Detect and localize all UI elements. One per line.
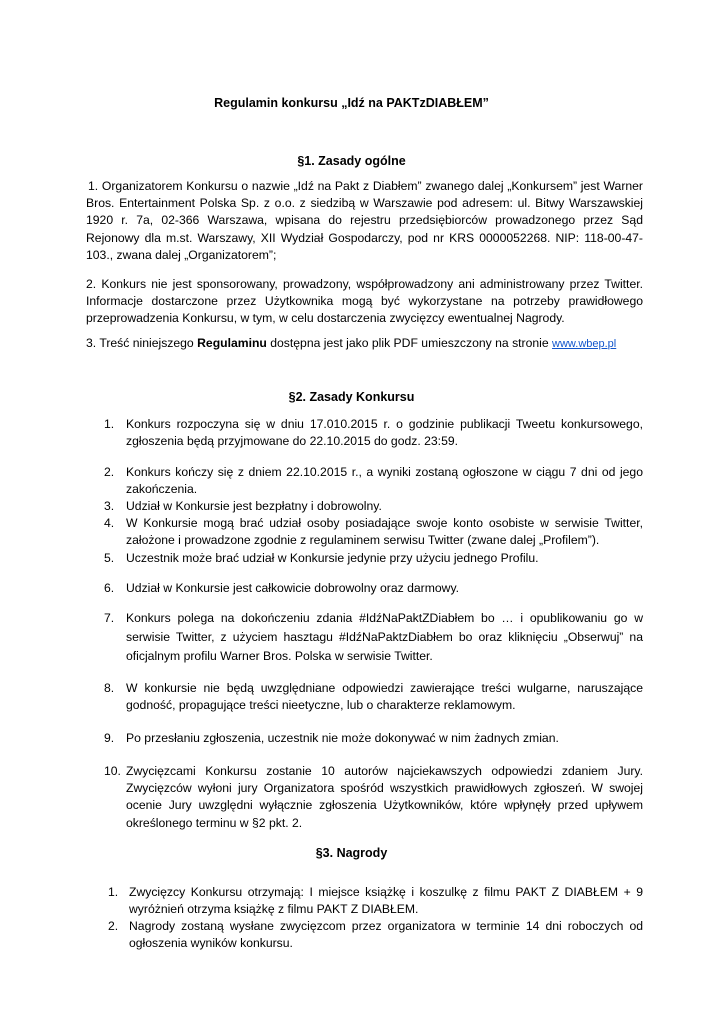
item-number: 2.: [104, 465, 115, 479]
item-text: Nagrody zostaną wysłane zwycięzcom przez organizatora w terminie 14 dni roboczych od ogłoszenia wyników konkursu.: [129, 919, 643, 951]
item-number: 1.: [104, 417, 115, 431]
list-item: [104, 464, 643, 498]
section-3-heading: §3. Nagrody: [315, 846, 388, 860]
item-text: Zwycięzcami Konkursu zostanie 10 autorów najciekawszych odpowiedzi zdaniem Jury. Zwycięzców wyłoni jury Organizatora spośród wszystkich prawidłowych zgłoszeń. W swojej ocenie Jury uwzględni wyłącznie zgłoszenia Użytkowników, które wpłynęły przed upływem określonego terminu w §2 pkt. 2.: [126, 764, 643, 830]
list-item: [104, 730, 643, 747]
list-item: [104, 550, 643, 567]
item-number: 10.: [104, 764, 121, 778]
list-item: [104, 515, 643, 549]
item-text: Konkurs kończy się z dniem 22.10.2015 r., a wyniki zostaną ogłoszone w ciągu 7 dni od jego zakończenia.: [126, 465, 643, 497]
list-item: [108, 884, 643, 918]
item-number: 7.: [104, 611, 115, 625]
item-number: 2.: [108, 919, 119, 933]
paragraph-3-prefix: 3. Treść niniejszego: [86, 336, 198, 350]
paragraph-3-mid: dostępna jest jako plik PDF umieszczony na stronie: [266, 336, 553, 350]
wbep-link[interactable]: www.wbep.pl: [552, 338, 617, 350]
item-text: Uczestnik może brać udział w Konkursie jedynie przy użyciu jednego Profilu.: [126, 551, 539, 565]
section-2-heading: §2. Zasady Konkursu: [288, 390, 415, 404]
document-title: Regulamin konkursu „Idź na PAKTzDIABŁEM”: [214, 96, 489, 110]
section-1-paragraph-2: 2. Konkurs nie jest sponsorowany, prowadzony, współprowadzony ani administrowany przez Twitter. Informacje dostarczone przez Użytkownika mogą być wykorzystane na potrzeby prawidłowego przeprowadzenia Konkursu, w tym, w celu dostarczenia zwycięzcy ewentualnej Nagrody.: [86, 277, 643, 326]
regulamin-bold: Regulaminu: [197, 336, 267, 350]
item-text: Konkurs polega na dokończeniu zdania #IdźNaPaktZDiabłem bo … i opublikowaniu go w serwisie Twitter, z użyciem hasztagu #IdźNaPaktzDiabłem bo oraz kliknięciu „Obserwuj” na oficjalnym profilu Warner Bros. Polska w serwisie Twitter.: [126, 611, 643, 663]
item-number: 3.: [104, 499, 115, 513]
item-text: Udział w Konkursie jest bezpłatny i dobrowolny.: [126, 499, 382, 513]
item-number: 9.: [104, 731, 115, 745]
item-number: 1.: [108, 885, 119, 899]
item-number: 6.: [104, 581, 115, 595]
item-text: W Konkursie mogą brać udział osoby posiadające swoje konto osobiste w serwisie Twitter, założone i prowadzone zgodnie z regulaminem serwisu Twitter (zwane dalej „Profilem”).: [126, 516, 643, 548]
item-text: Konkurs rozpoczyna się w dniu 17.010.2015 r. o godzinie publikacji Tweetu konkursowego, zgłoszenia będą przyjmowane do 22.10.2015 do godz. 23:59.: [126, 417, 643, 449]
list-item: [104, 498, 643, 515]
section-1-paragraph-3: [86, 335, 643, 353]
list-item: [104, 680, 643, 714]
list-item: [104, 416, 643, 450]
item-number: 5.: [104, 551, 115, 565]
item-number: 8.: [104, 681, 115, 695]
section-1-heading: §1. Zasady ogólne: [297, 154, 406, 168]
section-1-paragraph-1: 1. Organizatorem Konkursu o nazwie „Idź na Pakt z Diabłem” zwanego dalej „Konkursem” jest Warner Bros. Entertainment Polska Sp. z o.o. z siedzibą w Warszawie pod adresem: ul. Bitwy Warszawskiej 1920 r. 7a, 02-366 Warszawa, wpisana do rejestru przedsiębiorców prowadzonego przez Sąd Rejonowy dla m.st. Warszawy, XII Wydział Gospodarczy, pod nr KRS 0000052268. NIP: 118-00-47-103., zwana dalej „Organizatorem”;: [86, 179, 643, 262]
list-item: [104, 609, 643, 666]
item-text: W konkursie nie będą uwzględniane odpowiedzi zawierające treści wulgarne, naruszające godność, propagujące treści nieetyczne, lub o charakterze reklamowym.: [126, 681, 643, 713]
list-item: [108, 918, 643, 952]
item-text: Po przesłaniu zgłoszenia, uczestnik nie może dokonywać w nim żadnych zmian.: [126, 731, 559, 745]
item-text: Udział w Konkursie jest całkowicie dobrowolny oraz darmowy.: [126, 581, 460, 595]
list-item: [104, 580, 643, 597]
item-number: 4.: [104, 516, 115, 530]
item-text: Zwycięzcy Konkursu otrzymają: I miejsce książkę i koszulkę z filmu PAKT Z DIABŁEM + 9 wyróżnień otrzyma książkę z filmu PAKT Z DIABŁEM.: [129, 885, 643, 917]
list-item: [104, 763, 643, 832]
